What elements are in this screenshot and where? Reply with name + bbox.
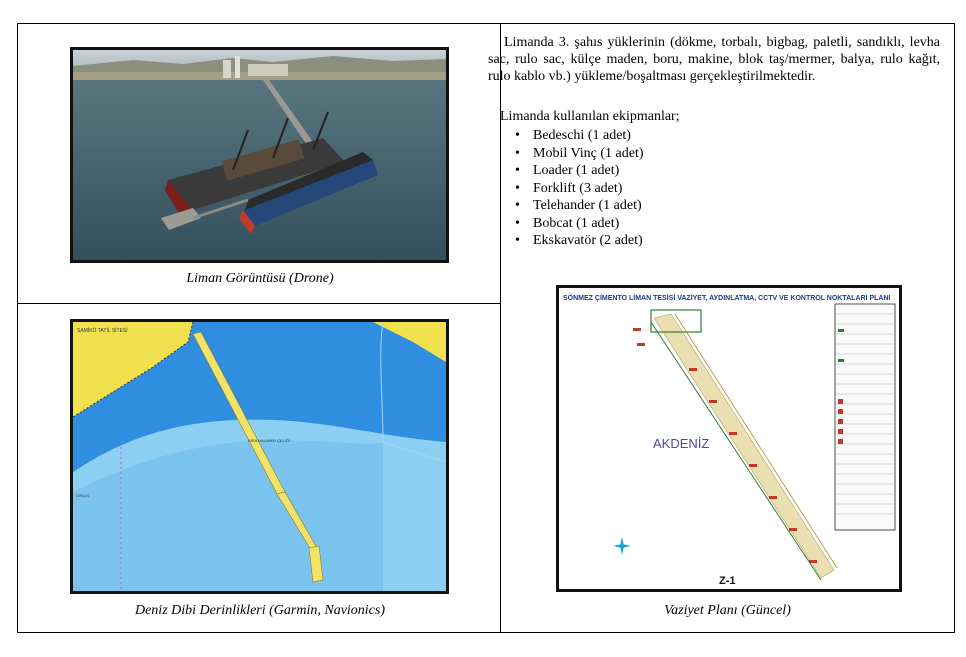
equipment-item: • Mobil Vinç (1 adet)	[509, 145, 644, 163]
depth-chart-caption: Deniz Dibi Derinlikleri (Garmin, Navionics)	[134, 603, 386, 618]
plan-sea-label: AKDENİZ	[653, 436, 710, 451]
depth-chart	[70, 319, 449, 594]
equipment-list	[509, 127, 644, 250]
site-plan-caption: Vaziyet Planı (Güncel)	[664, 603, 791, 618]
chart-small-label: DIRLIS	[76, 493, 89, 498]
drone-photo-caption: Liman Görüntüsü (Drone)	[186, 271, 334, 286]
site-plan	[556, 285, 902, 592]
equipment-item: • Telehander (1 adet)	[509, 197, 644, 215]
equipment-heading: Limanda kullanılan ekipmanlar;	[500, 109, 680, 124]
chart-site-label: SAMİKÖ TATİL SİTESİ	[77, 328, 128, 334]
plan-title: SÖNMEZ ÇİMENTO LİMAN TESİSİ VAZİYET, AYDINLATMA, CCTV VE KONTROL NOKTALARI PLANI	[563, 295, 891, 302]
equipment-item: • Loader (1 adet)	[509, 162, 644, 180]
chart-pier-label: BİRA HALİMER ÇELİĞİ	[248, 438, 291, 443]
description-paragraph: Limanda 3. şahıs yüklerinin (dökme, torbalı, bigbag, paletli, sandıklı, levha sac, rulo sac, külçe maden, boru, makine, blok taş/mermer, balya, rulo kağıt, rulo kablo vb.) yükleme/boşaltması gerçekleştirilmektedir.	[488, 35, 940, 84]
equipment-item: • Forklift (3 adet)	[509, 180, 644, 198]
plan-zone-label: Z-1	[719, 575, 736, 587]
equipment-item: • Bobcat (1 adet)	[509, 215, 644, 233]
equipment-item: • Ekskavatör (2 adet)	[509, 232, 644, 250]
drone-photo	[70, 47, 449, 263]
equipment-item: • Bedeschi (1 adet)	[509, 127, 644, 145]
row-divider	[18, 303, 501, 304]
